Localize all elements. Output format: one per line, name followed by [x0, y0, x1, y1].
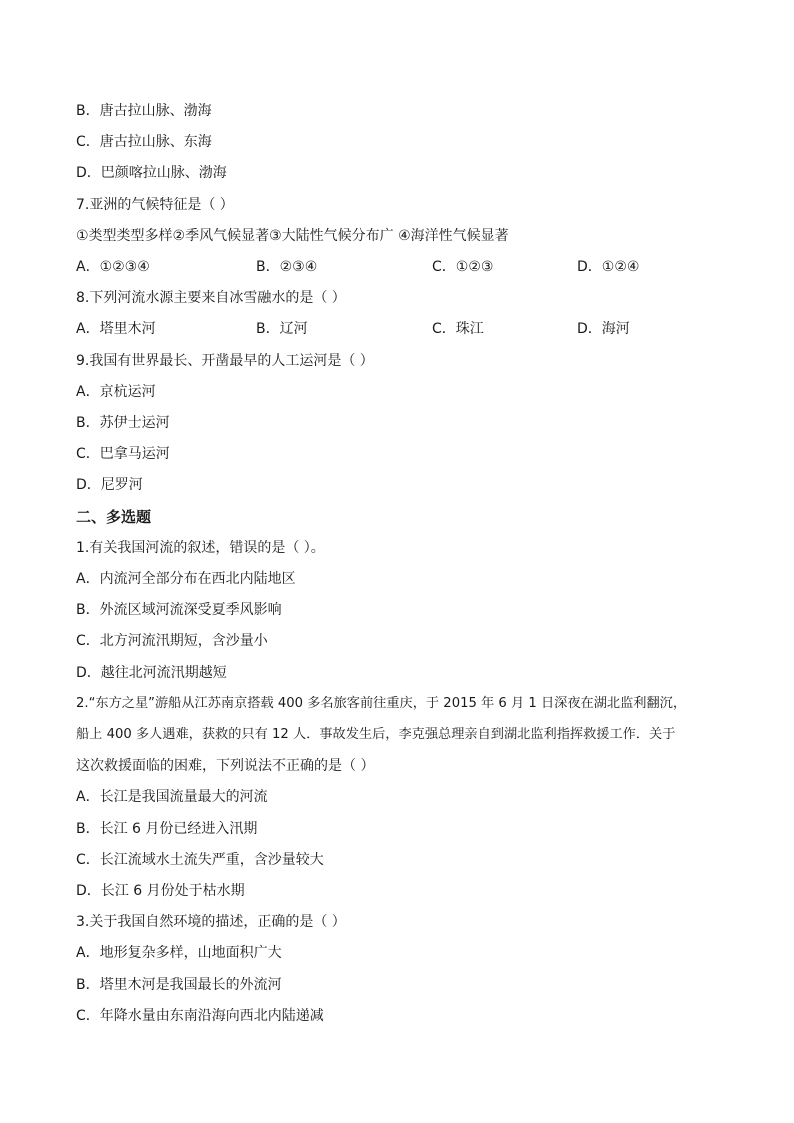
m1-option-a: A．内流河全部分布在西北内陆地区: [76, 571, 296, 587]
m2-option-d: D．长江 6 月份处于枯水期: [76, 883, 245, 899]
q8-option-a: A．塔里木河: [76, 321, 156, 337]
m3-option-b: B．塔里木河是我国最长的外流河: [76, 977, 282, 993]
q7-stem: 7.亚洲的气候特征是（ ）: [76, 197, 234, 213]
q7-option-a: A．①②③④: [76, 259, 150, 275]
m2-stem-line-3: 这次救援面临的困难，下列说法不正确的是（ ）: [76, 758, 375, 774]
section-heading: 二、多选题: [76, 508, 152, 526]
m2-stem-line-2: 船上 400 多人遇难，获救的只有 12 人．事故发生后，李克强总理亲自到湖北监利指挥救援工作．关于: [76, 727, 676, 742]
m2-option-c: C．长江流域水土流失严重，含沙量较大: [76, 852, 324, 868]
q7-option-b: B．②③④: [256, 259, 318, 275]
m2-stem-line-1: 2.“东方之星”游船从江苏南京搭载 400 多名旅客前往重庆，于 2015 年 6 月 1 日深夜在湖北监利翻沉，: [76, 696, 687, 711]
q9-option-a: A．京杭运河: [76, 384, 156, 400]
m3-option-c: C．年降水量由东南沿海向西北内陆递减: [76, 1008, 324, 1024]
m2-option-b: B．长江 6 月份已经进入汛期: [76, 821, 258, 837]
q6-option-d: D．巴颜喀拉山脉、渤海: [76, 165, 227, 181]
m1-option-b: B．外流区域河流深受夏季风影响: [76, 602, 282, 618]
m1-stem: 1.有关我国河流的叙述，错误的是（ ）。: [76, 540, 325, 556]
q8-option-d: D．海河: [577, 321, 630, 337]
q6-option-b: B．唐古拉山脉、渤海: [76, 103, 212, 119]
m2-option-a: A．长江是我国流量最大的河流: [76, 789, 268, 805]
q8-stem: 8.下列河流水源主要来自冰雪融水的是（ ）: [76, 290, 346, 306]
q9-option-d: D．尼罗河: [76, 477, 143, 493]
m1-option-d: D．越往北河流汛期越短: [76, 665, 227, 681]
q8-option-c: C．珠江: [432, 321, 484, 337]
q7-option-d: D．①②④: [577, 259, 640, 275]
q8-option-b: B．辽河: [256, 321, 308, 337]
m1-option-c: C．北方河流汛期短，含沙量小: [76, 633, 268, 649]
q7-option-c: C．①②③: [432, 259, 494, 275]
q9-option-b: B．苏伊士运河: [76, 415, 170, 431]
m3-stem: 3.关于我国自然环境的描述，正确的是（ ）: [76, 914, 346, 930]
q9-stem: 9.我国有世界最长、开凿最早的人工运河是（ ）: [76, 353, 374, 369]
m3-option-a: A．地形复杂多样，山地面积广大: [76, 945, 282, 961]
q6-option-c: C．唐古拉山脉、东海: [76, 134, 212, 150]
q9-option-c: C．巴拿马运河: [76, 446, 170, 462]
q7-statements: ①类型类型多样②季风气候显著③大陆性气候分布广 ④海洋性气候显著: [76, 228, 509, 244]
